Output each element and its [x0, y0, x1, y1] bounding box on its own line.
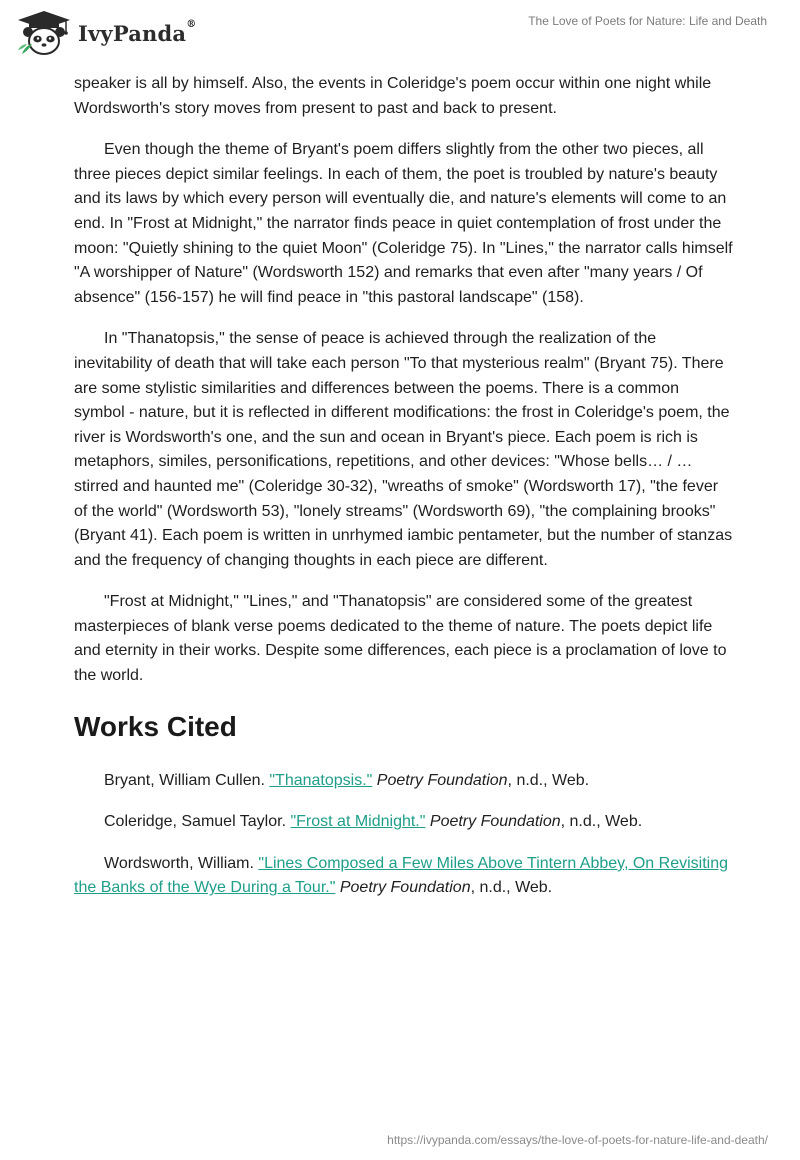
citation-entry	[74, 810, 734, 835]
citation-tail: , n.d., Web.	[560, 813, 643, 831]
citation-author: Wordsworth, William.	[104, 854, 259, 872]
paragraph: Even though the theme of Bryant's poem differs slightly from the other two pieces, all three pieces depict similar feelings. In each of them, the poet is troubled by nature's beauty and its laws by which every person will eventually die, and nature's elements will come to an end. In "Frost at Midnight," the narrator finds peace in quiet contemplation of frost under the moon: "Quietly shining to the quiet Moon" (Coleridge 75). In "Lines," the narrator calls himself "A worshipper of Nature" (Wordsworth 152) and remarks that even after "many years / Of absence" (156-157) he will find peace in "this pastoral landscape" (158).	[74, 141, 733, 306]
paragraph: speaker is all by himself. Also, the events in Coleridge's poem occur within one night while Wordsworth's story moves from present to past and back to present.	[74, 75, 712, 117]
panda-graduate-icon	[14, 8, 74, 58]
page-header	[0, 0, 800, 70]
source-url: https://ivypanda.com/essays/the-love-of-poets-for-nature-life-and-death/	[387, 1133, 768, 1147]
citation-link[interactable]: "Frost at Midnight."	[290, 813, 426, 831]
paragraph: "Frost at Midnight," "Lines," and "Thanatopsis" are considered some of the greatest masterpieces of blank verse poems dedicated to the theme of nature. The poets depict life and eternity in their works. Despite some differences, each piece is a proclamation of love to the world.	[74, 593, 727, 685]
citation-author: Coleridge, Samuel Taylor.	[104, 813, 291, 831]
citation-publisher: Poetry Foundation	[429, 813, 561, 831]
works-cited-heading: Works Cited	[74, 710, 237, 742]
citation-entry	[74, 852, 734, 901]
citation-author: Bryant, William Cullen.	[104, 771, 270, 789]
paragraph: In "Thanatopsis," the sense of peace is achieved through the realization of the inevitability of death that will take each person "To that mysterious realm" (Bryant 75). There are some stylistic similarities and differences between the poems. There is a common symbol - nature, but it is reflected in different modifications: the frost in Coleridge's poem, the river is Wordsworth's one, and the sun and ocean in Bryant's piece. Each poem is rich is metaphors, similes, personifications, repetitions, and other devices: "Whose bells… / …stirred and haunted me" (Coleridge 30-32), "wreaths of smoke" (Wordsworth 17), "the fever of the world" (Wordsworth 53), "lonely streams" (Wordsworth 69), "the complaining brooks" (Bryant 41). Each poem is written in unrhymed iambic pentameter, but the number of stanzas and the frequency of changing thoughts in each piece are different.	[74, 330, 733, 569]
brand-name: IvyPanda®	[78, 18, 197, 46]
citation-link[interactable]: "Thanatopsis."	[269, 771, 373, 789]
document-title: The Love of Poets for Nature: Life and Death	[528, 14, 767, 28]
brand-logo[interactable]	[14, 8, 196, 58]
citation-tail: , n.d., Web.	[507, 771, 590, 789]
citation-publisher: Poetry Foundation	[376, 771, 508, 789]
citation-tail: , n.d., Web.	[470, 879, 553, 897]
essay-body	[74, 72, 734, 918]
citation-publisher: Poetry Foundation	[339, 879, 471, 897]
citation-link[interactable]: "Lines Composed a Few Miles Above Tintern Abbey, On Revisiting the Banks of the Wye During a Tour."	[74, 854, 729, 897]
citation-entry	[74, 769, 734, 794]
